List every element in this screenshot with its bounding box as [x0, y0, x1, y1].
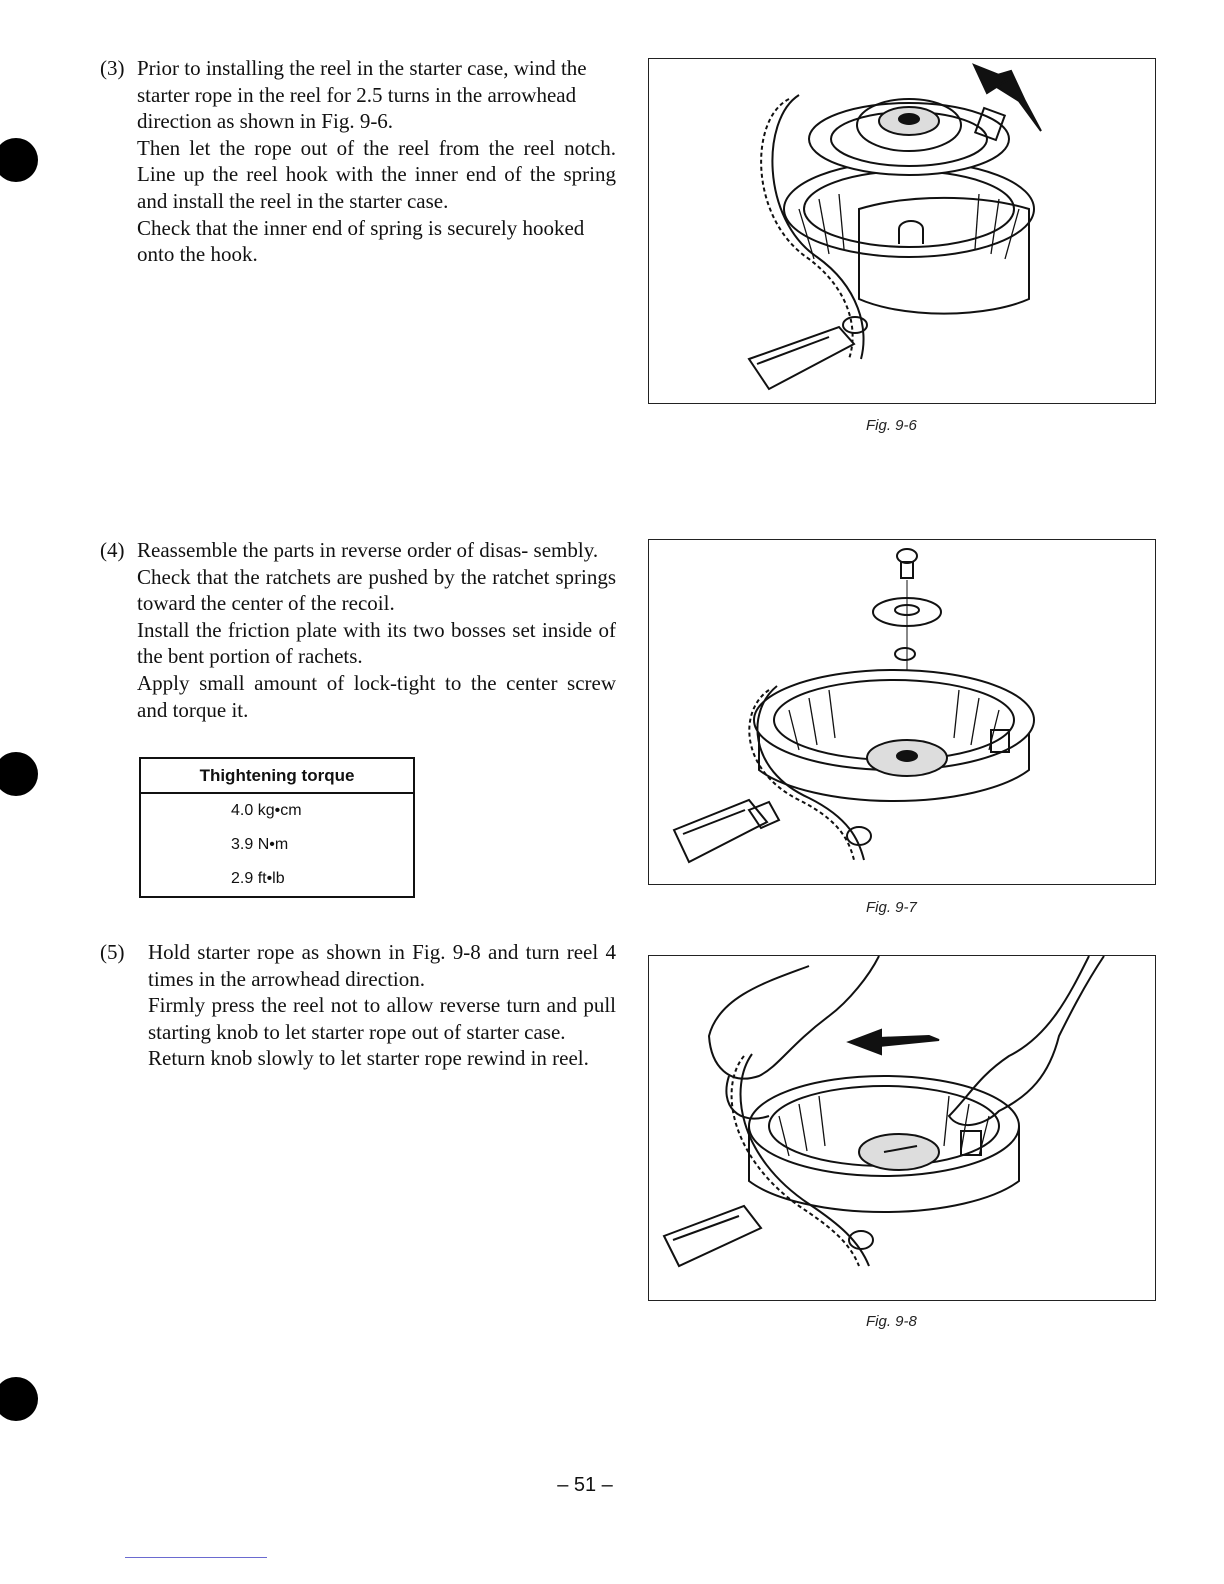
binder-hole — [0, 752, 38, 796]
step-number: (5) — [100, 940, 125, 964]
binder-hole — [0, 1377, 38, 1421]
step-4 — [100, 537, 616, 723]
binder-hole — [0, 138, 38, 182]
torque-value-row: 2.9 ft•lb — [231, 870, 285, 887]
torque-value-row: 4.0 kg•cm — [231, 802, 302, 819]
step-paragraph: Reassemble the parts in reverse order of disas- sembly. — [137, 538, 599, 562]
step-number: (3) — [100, 56, 125, 80]
exploded-reel-illustration — [649, 540, 1155, 884]
torque-table — [139, 757, 415, 898]
torque-table-header: Thightening torque — [141, 759, 413, 794]
step-3 — [100, 55, 616, 268]
figure-caption: Fig. 9-7 — [866, 899, 917, 916]
figure-caption: Fig. 9-6 — [866, 417, 917, 434]
step-paragraph: Install the friction plate with its two bosses set inside of the bent portion of rachets. — [137, 617, 616, 669]
page-number: – 51 – — [557, 1474, 613, 1496]
step-paragraph: Apply small amount of lock-tight to the center screw and torque it. — [137, 670, 616, 722]
figure-9-8 — [648, 955, 1156, 1301]
step-paragraph: Firmly press the reel not to allow reverse turn and pull starting knob to let starter rope out of starter case. — [148, 993, 616, 1044]
step-paragraph: Check that the inner end of spring is securely hooked onto the hook. — [137, 215, 585, 267]
torque-value-row: 3.9 N•m — [231, 836, 289, 853]
hands-turning-reel-illustration — [649, 956, 1155, 1300]
step-5 — [100, 939, 616, 1072]
step-paragraph: Prior to installing the reel in the starter case, wind the starter rope in the reel for 2.5 turns in the arrowhead direction as shown in Fig. 9-6. — [137, 56, 587, 134]
step-paragraph: Return knob slowly to let starter rope rewind in reel. — [148, 1046, 589, 1071]
figure-9-6 — [648, 58, 1156, 404]
step-paragraph: Check that the ratchets are pushed by the ratchet springs toward the center of the recoil. — [137, 564, 616, 616]
figure-9-7 — [648, 539, 1156, 885]
starter-reel-illustration — [649, 59, 1155, 403]
step-paragraph: Then let the rope out of the reel from the reel notch. Line up the reel hook with the inner end of the spring and install the reel in the starter case. — [137, 135, 616, 213]
step-number: (4) — [100, 538, 125, 562]
footer-rule — [125, 1557, 267, 1558]
figure-caption: Fig. 9-8 — [866, 1313, 917, 1330]
step-paragraph: Hold starter rope as shown in Fig. 9-8 and turn reel 4 times in the arrowhead direction. — [148, 940, 616, 991]
